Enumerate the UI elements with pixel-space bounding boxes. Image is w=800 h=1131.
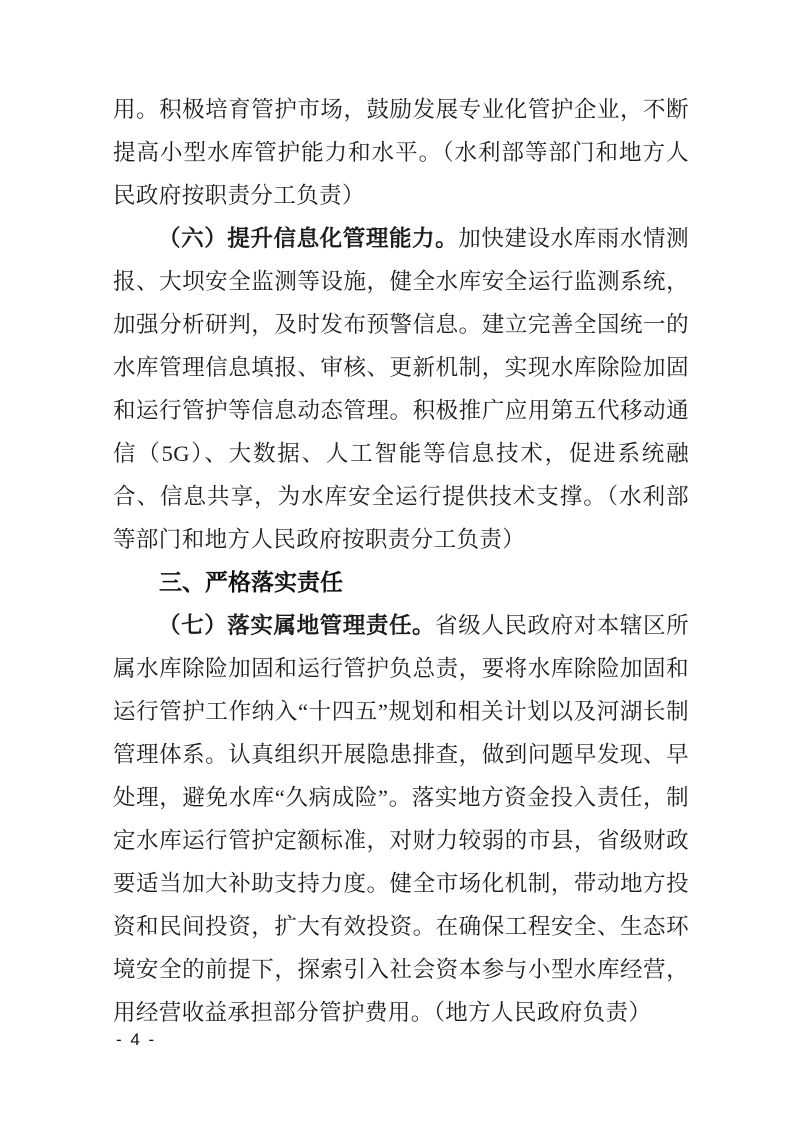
paragraph-item-6-lead: （六）提升信息化管理能力。: [158, 226, 459, 251]
paragraph-continuation-text: 用。积极培育管护市场，鼓励发展专业化管护企业，不断提高小型水库管护能力和水平。（水利部等部门和地方人民政府按职责分工负责）: [113, 97, 689, 208]
paragraph-item-6-text: 加快建设水库雨水情测报、大坝安全监测等设施，健全水库安全运行监测系统，加强分析研判，及时发布预警信息。建立完善全国统一的水库管理信息填报、审核、更新机制，实现水库除险加固和运行管护等信息动态管理。积极推广应用第五代移动通信（5G）、大数据、人工智能等信息技术，促进系统融合、信息共享，为水库安全运行提供技术支撑。（水利部等部门和地方人民政府按职责分工负责）: [113, 226, 689, 552]
paragraph-item-7-lead: （七）落实属地管理责任。: [158, 613, 436, 638]
document-content: [113, 88, 689, 1034]
page-number: - 4 -: [116, 1030, 157, 1049]
paragraph-item-7-text: 省级人民政府对本辖区所属水库除险加固和运行管护负总责，要将水库除险加固和运行管护工作纳入“十四五”规划和相关计划以及河湖长制管理体系。认真组织开展隐患排查，做到问题早发现、早处理，避免水库“久病成险”。落实地方资金投入责任，制定水库运行管护定额标准，对财力较弱的市县，省级财政要适当加大补助支持力度。健全市场化机制，带动地方投资和民间投资，扩大有效投资。在确保工程安全、生态环境安全的前提下，探索引入社会资本参与小型水库经营，用经营收益承担部分管护费用。（地方人民政府负责）: [113, 613, 689, 1025]
paragraph-continuation: [113, 88, 689, 217]
section-heading-3: 三、严格落实责任: [159, 569, 343, 595]
paragraph-item-7: [113, 604, 689, 1034]
paragraph-item-6: [113, 217, 689, 561]
